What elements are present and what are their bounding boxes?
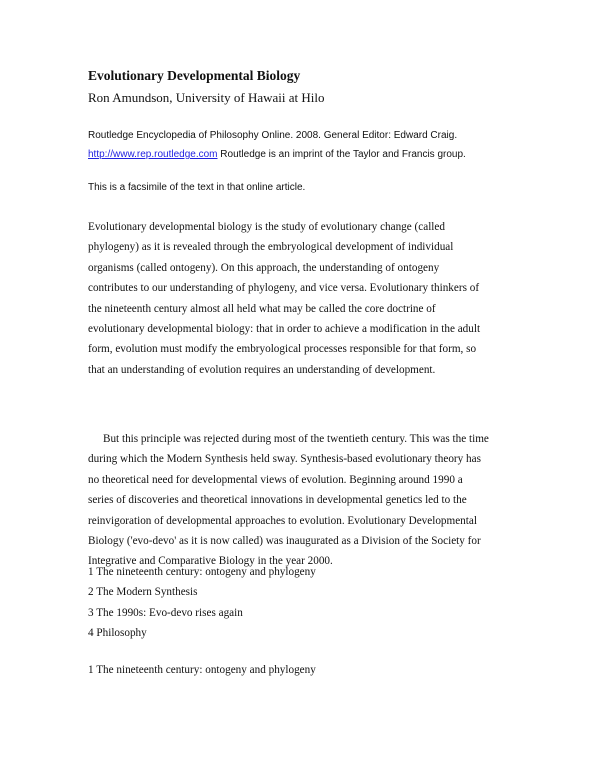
routledge-link[interactable]: http://www.rep.routledge.com: [88, 149, 218, 160]
toc-item: 4 Philosophy: [88, 627, 147, 640]
paragraph-line: form, evolution must modify the embryological processes responsible for that form, so: [88, 343, 477, 356]
paragraph-line: series of discoveries and theoretical innovations in developmental genetics led to the: [88, 494, 467, 507]
facsimile-note: This is a facsimile of the text in that online article.: [88, 182, 306, 193]
toc-item: 1 The nineteenth century: ontogeny and phylogeny: [88, 566, 316, 578]
publication-info: Routledge Encyclopedia of Philosophy Online. 2008. General Editor: Edward Craig.: [88, 130, 458, 141]
paragraph-line: contributes to our understanding of phylogeny, and vice versa. Evolutionary thinkers of: [88, 282, 480, 295]
paragraph-line: organisms (called ontogeny). On this approach, the understanding of ontogeny: [88, 261, 440, 274]
paragraph-line: no theoretical need for developmental views of evolution. Beginning around 1990 a: [88, 473, 463, 486]
paragraph-line: Integrative and Comparative Biology in the year 2000.: [88, 555, 333, 568]
article-title: Evolutionary Developmental Biology: [88, 68, 301, 83]
publisher-info: [88, 149, 466, 161]
paragraph-line: reinvigoration of developmental approaches to evolution. Evolutionary Developmental: [88, 514, 477, 527]
second-paragraph: [88, 429, 489, 572]
section-heading: 1 The nineteenth century: ontogeny and phylogeny: [88, 664, 316, 676]
paragraph-line: phylogeny) as it is revealed through the embryological development of individual: [88, 241, 454, 254]
paragraph-line: that an understanding of evolution requires an understanding of development.: [88, 363, 436, 376]
article-author: Ron Amundson, University of Hawaii at Hilo: [88, 90, 325, 105]
intro-paragraph: [88, 217, 480, 380]
paragraph-line: But this principle was rejected during most of the twentieth century. This was the time: [103, 433, 489, 445]
toc-item: 3 The 1990s: Evo-devo rises again: [88, 606, 243, 619]
paragraph-line: evolutionary developmental biology: that in order to achieve a modification in the adult: [88, 323, 481, 336]
paragraph-line: Evolutionary developmental biology is the study of evolutionary change (called: [88, 221, 445, 233]
paragraph-line: during which the Modern Synthesis held sway. Synthesis-based evolutionary theory has: [88, 453, 481, 466]
table-of-contents: [88, 562, 316, 644]
paragraph-line: Biology ('evo-devo' as it is now called) was inaugurated as a Division of the Society for: [88, 535, 481, 548]
publisher-note: Routledge is an imprint of the Taylor and Francis group.: [217, 149, 466, 160]
toc-item: 2 The Modern Synthesis: [88, 586, 198, 599]
paragraph-line: the nineteenth century almost all held what may be called the core doctrine of: [88, 302, 436, 315]
